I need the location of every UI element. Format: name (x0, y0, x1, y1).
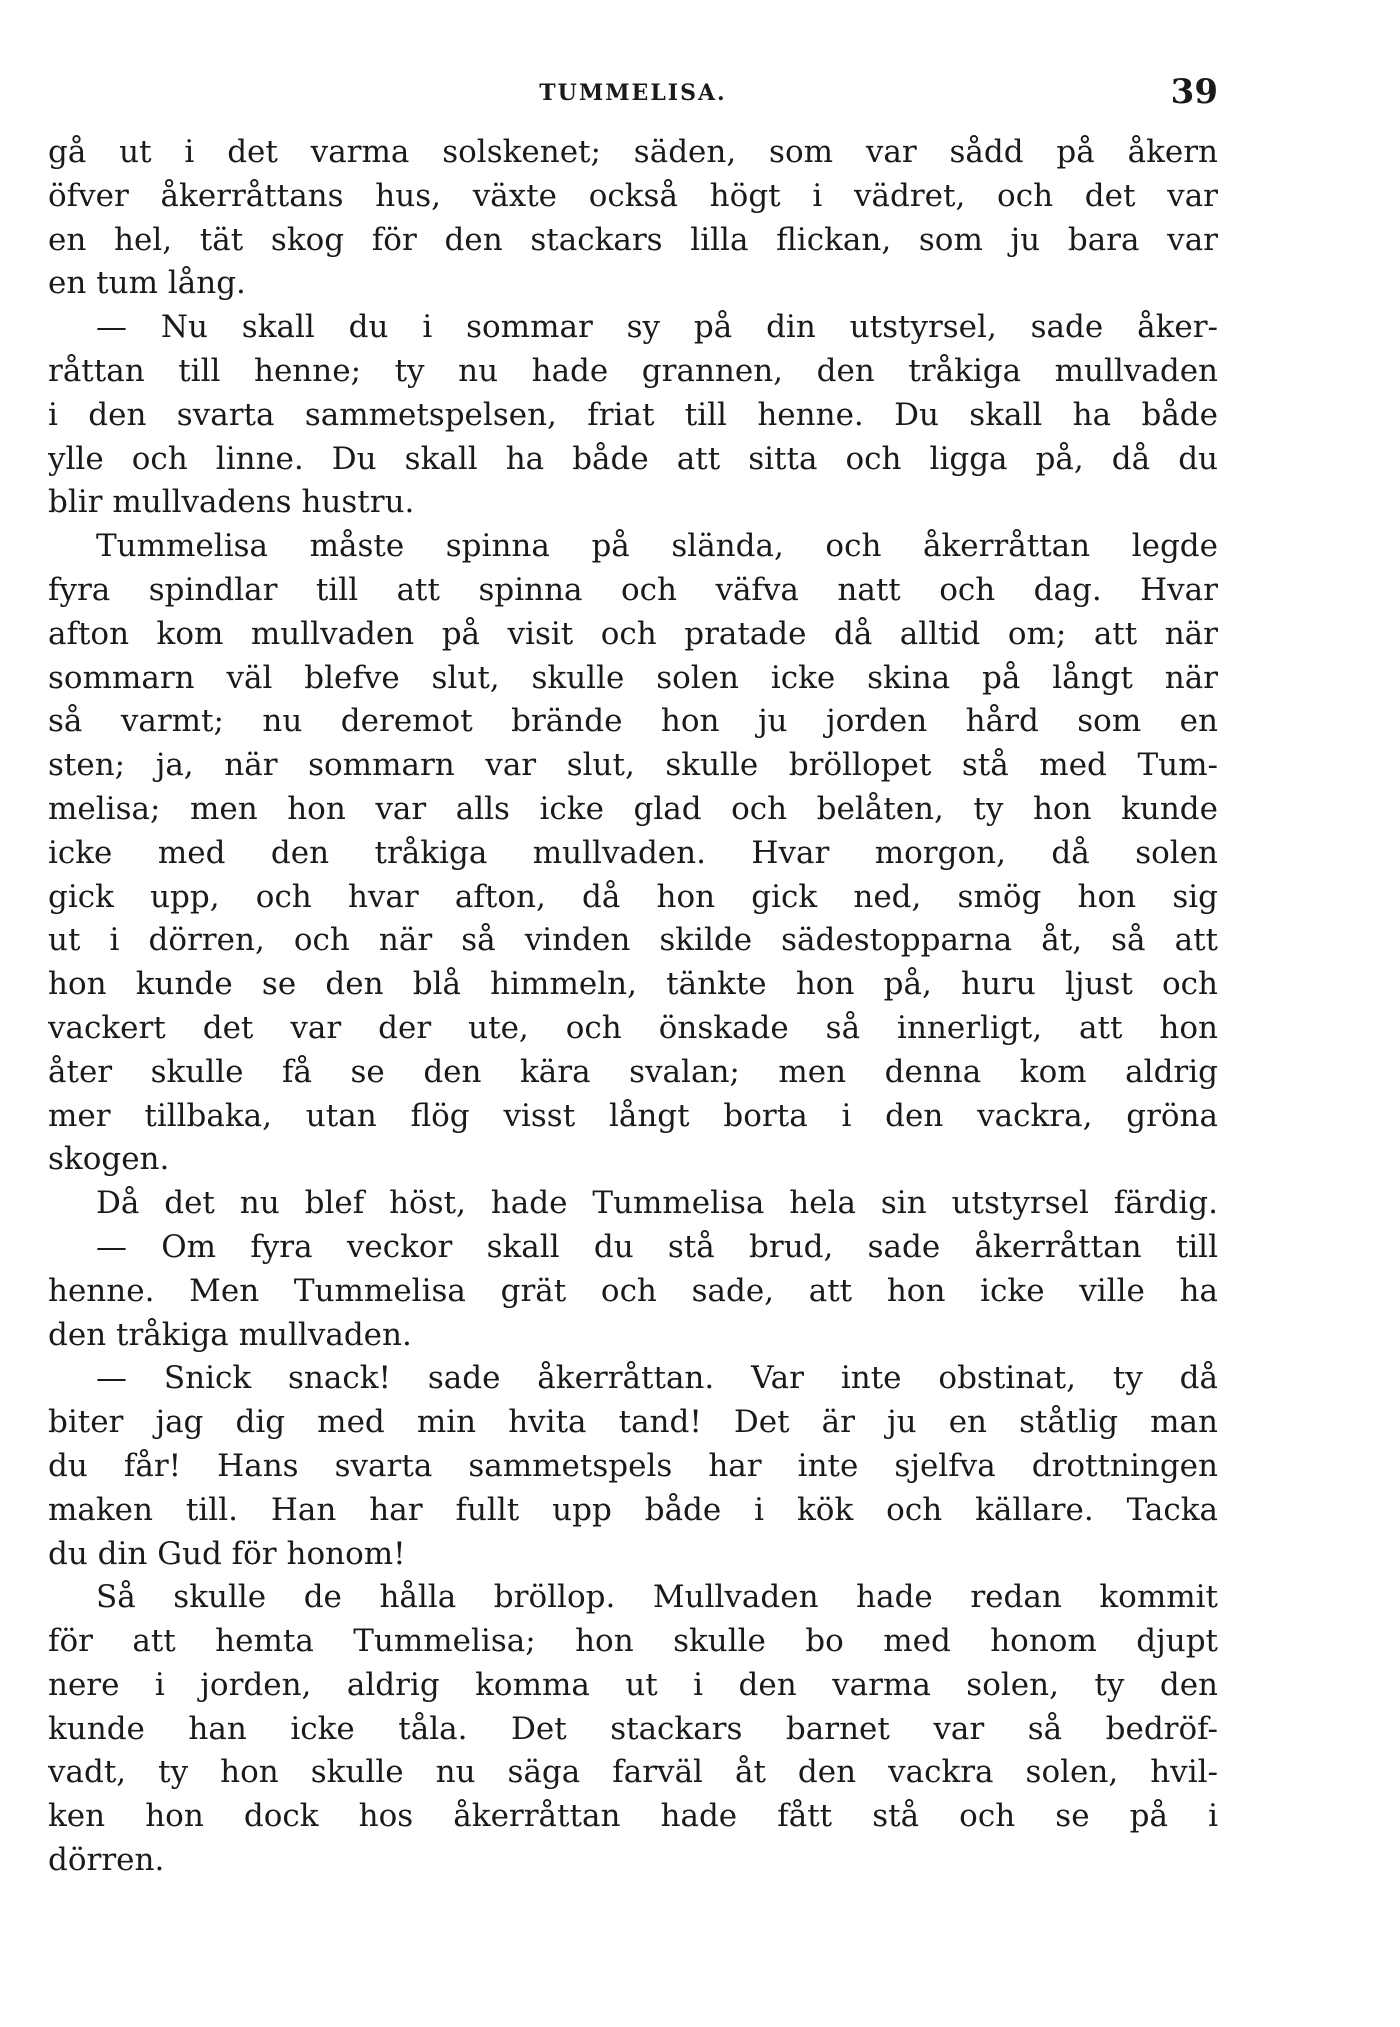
text-line: öfver åkerråttans hus, växte också högt i vädret, och det var (48, 177, 1218, 214)
text-line: du får! Hans svarta sammetspels har inte sjelfva drottningen (48, 1447, 1218, 1484)
body-text (48, 131, 1218, 1883)
text-line: den tråkiga mullvaden. (48, 1316, 412, 1353)
text-line: henne. Men Tummelisa grät och sade, att hon icke ville ha (48, 1272, 1218, 1309)
text-line: sommarn väl blefve slut, skulle solen icke skina på långt när (48, 659, 1218, 696)
text-line: åter skulle få se den kära svalan; men denna kom aldrig (48, 1053, 1218, 1090)
text-line: gick upp, och hvar afton, då hon gick ned, smög hon sig (48, 878, 1218, 915)
text-line: Tummelisa måste spinna på slända, och åkerråttan legde (96, 528, 1218, 565)
text-line: — Om fyra veckor skall du stå brud, sade åkerråttan till (96, 1228, 1218, 1265)
text-line: mer tillbaka, utan flög visst långt borta i den vackra, gröna (48, 1097, 1218, 1134)
text-line: i den svarta sammetspelsen, friat till henne. Du skall ha både (48, 396, 1218, 433)
text-line: vadt, ty hon skulle nu säga farväl åt den vackra solen, hvil- (48, 1754, 1218, 1791)
text-line: kunde han icke tåla. Det stackars barnet var så bedröf- (48, 1710, 1218, 1747)
text-line: nere i jorden, aldrig komma ut i den varma solen, ty den (48, 1666, 1218, 1703)
text-line: ylle och linne. Du skall ha både att sitta och ligga på, då du (48, 440, 1218, 477)
running-title: TUMMELISA. (539, 80, 727, 106)
text-line: ut i dörren, och när så vinden skilde sädestopparna åt, så att (48, 922, 1218, 959)
text-line: sten; ja, när sommarn var slut, skulle bröllopet stå med Tum- (48, 747, 1218, 784)
text-line: du din Gud för honom! (48, 1535, 406, 1572)
running-head (48, 72, 1218, 122)
text-line: Då det nu blef höst, hade Tummelisa hela sin utstyrsel färdig. (96, 1185, 1218, 1222)
text-line: så varmt; nu deremot brände hon ju jorden hård som en (48, 703, 1218, 740)
text-line: råttan till henne; ty nu hade grannen, den tråkiga mullvaden (48, 352, 1218, 389)
text-line: Så skulle de hålla bröllop. Mullvaden hade redan kommit (96, 1579, 1218, 1616)
text-line: maken till. Han har fullt upp både i kök och källare. Tacka (48, 1491, 1218, 1528)
text-line: melisa; men hon var alls icke glad och belåten, ty hon kunde (48, 790, 1218, 827)
text-line: fyra spindlar till att spinna och väfva natt och dag. Hvar (48, 571, 1218, 608)
text-line: blir mullvadens hustru. (48, 484, 415, 521)
text-line: afton kom mullvaden på visit och pratade då alltid om; att när (48, 615, 1218, 652)
text-line: ken hon dock hos åkerråttan hade fått stå och se på i (48, 1798, 1218, 1835)
text-line: — Nu skall du i sommar sy på din utstyrsel, sade åker- (96, 309, 1218, 346)
text-line: icke med den tråkiga mullvaden. Hvar morgon, då solen (48, 834, 1218, 871)
text-line: — Snick snack! sade åkerråttan. Var inte obstinat, ty då (96, 1360, 1218, 1397)
text-line: för att hemta Tummelisa; hon skulle bo med honom djupt (48, 1623, 1218, 1660)
text-line: vackert det var der ute, och önskade så innerligt, att hon (48, 1009, 1218, 1046)
text-line: en tum lång. (48, 265, 246, 302)
page-number: 39 (1170, 72, 1218, 112)
text-line: dörren. (48, 1842, 165, 1879)
text-line: skogen. (48, 1141, 170, 1178)
text-line: biter jag dig med min hvita tand! Det är ju en ståtlig man (48, 1404, 1218, 1441)
text-line: hon kunde se den blå himmeln, tänkte hon på, huru ljust och (48, 966, 1218, 1003)
text-line: en hel, tät skog för den stackars lilla flickan, som ju bara var (48, 221, 1218, 258)
text-line: gå ut i det varma solskenet; säden, som var sådd på åkern (48, 134, 1218, 170)
